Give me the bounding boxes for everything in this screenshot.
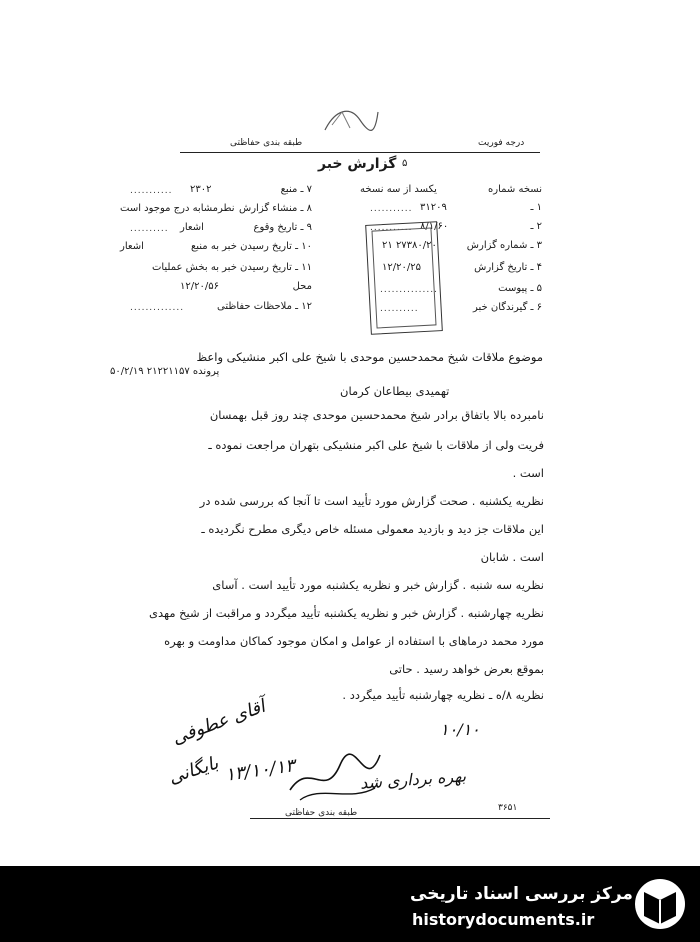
field-label: ۲ ـ	[530, 221, 542, 232]
subject-line: موضوع ملاقات شیخ محمدحسین موحدی با شیخ علی اکبر منشیکی واعظ	[196, 350, 543, 364]
logo-url: historydocuments.ir	[412, 910, 595, 929]
signature-scribble	[280, 740, 390, 810]
footer-classification: طبقه بندی حفاظتی	[285, 808, 358, 818]
field-label: ۸ ـ منشاء گزارش	[239, 203, 312, 214]
subject-line-2: تهمیدی بیطاعان کرمان	[340, 384, 450, 398]
field-label: ۵ ـ پیوست	[498, 283, 542, 294]
page-number: ۵	[402, 158, 408, 169]
body-line: نظریه ۸/ه ـ نظریه چهارشنبه تأیید میگردد .	[342, 688, 544, 702]
subject-file-number: پرونده ۲۱۲۲۱۱۵۷ ۵۰/۲/۱۹	[110, 366, 220, 377]
classification-label: طبقه بندی حفاظتی	[230, 138, 303, 148]
archive-logo-icon	[630, 876, 690, 936]
field-label: ۱ ـ	[530, 202, 542, 213]
handwritten-note: بایگانی	[166, 752, 221, 789]
document-page: درجه فوریت طبقه بندی حفاظتی گزارش خبر ۵ نسخه شماره یکسد از سه نسخه ۱ ـ ۳۱۲۰۹ ........... ۲ ـ ۸/۱/۶۰ ........... ۳ ـ شماره گزارش ۲۷۳۸۰/۲۰ ۲۱ ۴ ـ تاریخ گزارش ۱۲/۲۰/۲۵ ۵ ـ پیوست ............... ۶ ـ گیرندگان خبر .......... ۷ ـ منبع ۲۳۰۲ ........... ۸ ـ منشاء گزارش نطرمشابه درج موجود است ۹ ـ تاریخ وقوع اشعار .......... ۱۰ ـ تاریخ رسیدن خبر به منبع اشعار ۱۱ ـ تاریخ رسیدن خبر به بخش عملیات محل ۱۲/۲۰/۵۶ ۱۲ ـ ملاحظات حفاظتی .............. موضوع ملاقات شیخ محمدحسین موحدی با شیخ علی اکبر منشیکی واعظ پرونده ۲۱۲۲۱۱۵۷ ۵۰/۲/۱۹ تهمیدی بیطاعان کرمان نامبرده بالا باتفاق برادر شیخ محمدحسین موحدی چند روز قبل بهمسان فریت ولی از ملاقات با شیخ علی اکبر منشیکی بتهران مراجعت نموده ـ است . نظریه یکشنبه . صحت گزارش مورد تأیید است تا آنجا که بررسی شده در این ملاقات جز دید و بازدید معمولی مسئله خاص دیگری مطرح نگردیده ـ است . شابان نظریه سه شنبه . گزارش خبر و نظریه یکشنبه مورد تأیید است . آسای نظریه چهارشنبه . گزارش خبر و نظریه یکشنبه تأیید میگردد و مراقبت از شیخ مهدی مورد محمد درماهای با استفاده از عوامل و امکان موجود کماکان مداومت و بهره بموقع بعرض خواهد رسید . حاتی نظریه ۸/ه ـ نظریه چهارشنبه تأیید میگردد . آقای عطوفی بایگانی ۱۳/۱۰/۱۳ بهره برداری شد ۱۰/۱۰ ۳۶۵۱ طبقه بندی حفاظتی مرکز بررسی اسناد تاریخی historydocuments.ir	[0, 0, 700, 942]
field-value: ۲۳۰۲	[190, 184, 212, 195]
field-label: ۳ ـ شماره گزارش	[466, 240, 542, 251]
body-line: فریت ولی از ملاقات با شیخ علی اکبر منشیکی بتهران مراجعت نموده ـ	[208, 438, 544, 452]
priority-label: درجه فوریت	[478, 138, 525, 148]
body-line: است .	[512, 466, 544, 480]
field-label: ۶ ـ گیرندگان خبر	[472, 302, 542, 313]
field-value: اشعار	[180, 222, 204, 233]
doc-title: گزارش خبر	[318, 156, 397, 172]
field-value: یکسد از سه نسخه	[360, 184, 437, 195]
field-label: نسخه شماره	[488, 184, 542, 195]
field-value: نطرمشابه درج موجود است	[120, 203, 235, 214]
footer-number: ۳۶۵۱	[498, 803, 518, 813]
field-label: ۹ ـ تاریخ وقوع	[253, 222, 312, 233]
scribble-mark	[320, 100, 380, 140]
body-line: است . شابان	[480, 550, 544, 564]
body-line: بموقع بعرض خواهد رسید . حاتی	[389, 662, 544, 676]
field-value: ۱۲/۲۰/۵۶	[180, 281, 219, 292]
footer-logo-bar	[0, 866, 700, 942]
body-line: این ملاقات جز دید و بازدید معمولی مسئله خاص دیگری مطرح نگردیده ـ	[201, 522, 544, 536]
handwritten-number: ۱۰/۱۰	[440, 720, 480, 739]
field-label: ۱۰ ـ تاریخ رسیدن خبر به منبع	[190, 241, 312, 252]
field-value: ۱۲/۲۰/۲۵	[382, 262, 421, 273]
field-value: ۳۱۲۰۹	[420, 202, 447, 213]
field-value: ۲۷۳۸۰/۲۰ ۲۱	[382, 240, 437, 251]
handwritten-date: ۱۳/۱۰/۱۳	[223, 755, 297, 786]
body-line: نظریه یکشنبه . صحت گزارش مورد تأیید است تا آنجا که بررسی شده در	[199, 494, 544, 508]
handwritten-exploited: بهره برداری شد	[359, 766, 467, 793]
stamp-box	[365, 221, 443, 335]
field-label: ۷ ـ منبع	[280, 184, 312, 195]
field-label: ۴ ـ تاریخ گزارش	[474, 262, 542, 273]
field-value: ۸/۱/۶۰	[420, 221, 449, 232]
handwritten-signature: آقای عطوفی	[169, 695, 268, 750]
field-label: محل	[292, 281, 312, 292]
logo-title: مرکز بررسی اسناد تاریخی	[410, 884, 633, 904]
header-rule	[180, 152, 540, 153]
body-line: نظریه سه شنبه . گزارش خبر و نظریه یکشنبه مورد تأیید است . آسای	[212, 578, 544, 592]
field-value: اشعار	[120, 241, 144, 252]
body-line: نامبرده بالا باتفاق برادر شیخ محمدحسین موحدی چند روز قبل بهمسان	[209, 408, 544, 422]
body-line: مورد محمد درماهای با استفاده از عوامل و امکان موجود کماکان مداومت و بهره	[164, 634, 544, 648]
footer-rule	[250, 818, 550, 819]
field-label: ۱۱ ـ تاریخ رسیدن خبر به بخش عملیات	[151, 262, 312, 273]
body-line: نظریه چهارشنبه . گزارش خبر و نظریه یکشنبه تأیید میگردد و مراقبت از شیخ مهدی	[148, 606, 544, 620]
field-label: ۱۲ ـ ملاحظات حفاظتی	[217, 301, 312, 312]
